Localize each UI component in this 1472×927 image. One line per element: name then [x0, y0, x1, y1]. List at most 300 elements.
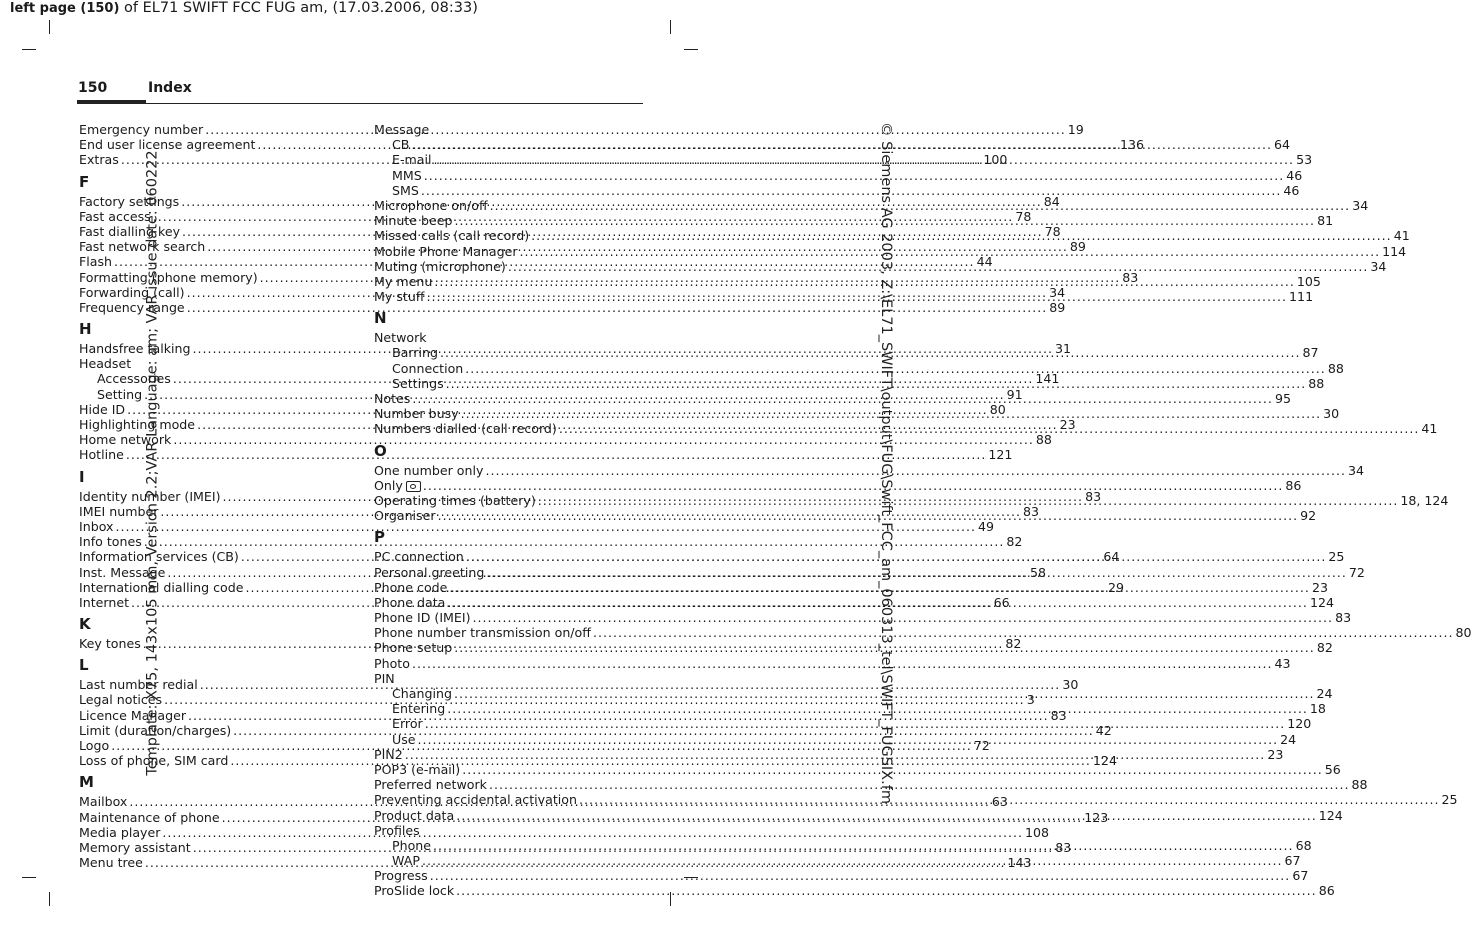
entry-label-text: Inbox: [79, 518, 114, 534]
entry-label-text: Home network: [79, 432, 172, 448]
entry-label: [374, 671, 395, 686]
index-letter-heading: P: [374, 528, 385, 547]
entry-page-number: 42: [1095, 722, 1112, 738]
entry-page-number: 80: [1455, 625, 1472, 641]
entry-page-number: 124: [1309, 594, 1334, 610]
entry-label-text: PIN: [374, 670, 395, 686]
dot-leader: [454, 640, 1315, 655]
entry-label: [374, 493, 536, 508]
entry-label-text: PC connection: [374, 549, 464, 565]
entry-page-number: 120: [1287, 716, 1312, 732]
entry-label-text: Loss of phone, SIM card: [79, 753, 229, 769]
entry-page-number: 19: [1067, 122, 1084, 137]
entry-label: [79, 692, 162, 707]
entry-label: [79, 723, 231, 738]
entry-label: [79, 224, 180, 239]
entry-label-text: Mailbox: [79, 794, 128, 810]
entry-page-number: 143: [1007, 855, 1032, 871]
entry-label: [374, 625, 591, 640]
index-entry: [374, 655, 1291, 671]
entry-label-text: One number only: [374, 462, 484, 478]
entry-label-text: Licence Manager: [79, 707, 187, 723]
entry-label: [374, 421, 557, 436]
entry-label: [392, 838, 431, 853]
entry-label-text: Formatting (phone memory): [79, 269, 258, 285]
copyright-path-vertical: © Siemens AG 2003, Z:\EL71_SWIFT\output\FUG\Swift_FCC_am_060313_tel\SWIFT_FUGSIX.fm: [877, 122, 894, 804]
entry-label: [79, 270, 258, 285]
entry-label: [79, 432, 171, 447]
crop-mark: [670, 20, 671, 34]
dot-leader: [446, 376, 1307, 391]
entry-label: [374, 610, 471, 625]
entry-label-text: Last number redial: [79, 677, 198, 693]
entry-label-text: Error: [392, 716, 423, 732]
crop-mark: [22, 877, 36, 878]
entry-label: [79, 356, 131, 371]
entry-label: [374, 883, 454, 898]
index-entry: [374, 462, 1365, 478]
entry-label: [392, 361, 463, 376]
index-entry: [79, 432, 1052, 448]
entry-page-number: 87: [1302, 345, 1319, 361]
entry-page-number: 78: [1044, 223, 1061, 239]
entry-page-number: 43: [1274, 655, 1291, 671]
entry-page-number: 34: [1370, 258, 1387, 274]
entry-label: [392, 732, 416, 747]
entry-label-text: Profiles: [374, 822, 420, 838]
entry-label-text: Internet: [79, 594, 130, 610]
entry-label-text: Operating times (battery): [374, 492, 536, 508]
entry-label-text: Maintenance of phone: [79, 809, 220, 825]
entry-label: [392, 345, 438, 360]
entry-label-text: Handsfree talking: [79, 341, 191, 357]
entry-label-text: Highlighting mode: [79, 417, 196, 432]
entry-page-number: 82: [1005, 636, 1022, 652]
entry-page-number: 3: [1026, 692, 1035, 708]
entry-page-number: 83: [1055, 839, 1072, 855]
entry-label: [374, 228, 529, 243]
index-entry: [374, 477, 1302, 493]
entry-label-text: Frequency range: [79, 299, 185, 315]
entry-label-text: Emergency number: [79, 122, 204, 137]
dot-leader: [531, 228, 1392, 243]
entry-page-number: 83: [1335, 610, 1352, 626]
entry-page-number: 78: [1015, 208, 1032, 224]
entry-label-text: Phone code: [374, 579, 448, 595]
entry-label-text: Phone ID (IMEI): [374, 610, 471, 626]
entry-label-text: Mobile Phone Manager: [374, 243, 518, 259]
entry-label: [374, 747, 403, 762]
entry-page-number: 34: [1352, 197, 1369, 213]
dot-leader: [486, 565, 1347, 580]
dot-leader: [593, 625, 1454, 640]
index-entry: [374, 883, 1335, 899]
dot-leader: [520, 244, 1381, 259]
entry-label-text: Microphone on/off: [374, 197, 488, 213]
entry-label: [79, 209, 151, 224]
entry-page-number: 46: [1286, 167, 1303, 183]
entry-page-number: 49: [978, 518, 995, 534]
entry-label-text: Fast dialling key: [79, 223, 181, 239]
entry-label-text: Changing: [392, 686, 452, 701]
entry-label: [374, 549, 464, 564]
dot-leader: [466, 549, 1327, 564]
dot-leader: [456, 808, 1317, 823]
entry-label: [392, 701, 445, 716]
entry-label: [79, 519, 113, 534]
entry-page-number: 111: [1289, 289, 1314, 305]
entry-page-number: 58: [1029, 564, 1046, 580]
entry-label-text: CB: [392, 137, 410, 153]
page-number: 150: [78, 80, 108, 96]
entry-label: [374, 808, 454, 823]
index-entry: [79, 534, 1023, 550]
entry-label: [79, 300, 185, 315]
index-entry: [374, 777, 1368, 793]
entry-label-text: Accessories: [97, 371, 171, 387]
entry-page-number: 46: [1283, 182, 1300, 198]
crop-mark: [49, 20, 50, 34]
entry-label-text: Extras: [79, 152, 119, 168]
entry-label-text: Muting (microphone): [374, 258, 506, 274]
dot-leader: [449, 580, 1310, 595]
entry-label: [374, 244, 518, 259]
entry-label-text: Barring: [392, 345, 438, 361]
entry-label-text: Entering: [392, 701, 446, 717]
entry-page-number: 23: [1267, 746, 1284, 762]
crop-mark: [22, 49, 36, 50]
entry-label-text: MMS: [392, 167, 422, 183]
dot-leader: [412, 656, 1273, 671]
dot-leader: [425, 716, 1286, 731]
dot-leader: [473, 610, 1334, 625]
entry-label-text: Progress: [374, 868, 428, 884]
entry-label: [374, 122, 429, 137]
entry-label-text: Photo: [374, 655, 410, 671]
entry-label-text: WAP: [392, 853, 420, 869]
entry-label-text: Number busy: [374, 406, 459, 422]
dot-leader: [424, 168, 1285, 183]
entry-page-number: 136: [1119, 137, 1145, 153]
entry-label: [374, 330, 427, 345]
index-letter-heading: I: [79, 467, 85, 486]
header-bar: [77, 100, 146, 104]
crop-mark: [684, 49, 698, 50]
entry-page-number: 89: [1049, 299, 1066, 315]
entry-page-number: 67: [1284, 853, 1301, 869]
entry-label-text: Headset: [79, 356, 132, 372]
index-letter-heading: N: [374, 309, 387, 328]
entry-label: [374, 580, 447, 595]
entry-label: [374, 640, 452, 655]
index-subentry: [374, 167, 1303, 183]
entry-label: [79, 565, 165, 580]
entry-page-number: 53: [1296, 152, 1313, 168]
entry-label: [79, 595, 129, 610]
entry-page-number: 124: [1092, 753, 1117, 769]
entry-label: [79, 825, 160, 840]
entry-label: [97, 371, 171, 386]
entry-label: [374, 792, 577, 807]
entry-label-text: Missed calls (call record): [374, 228, 530, 244]
entry-page-number: 25: [1328, 549, 1345, 565]
entry-label-text: Notes: [374, 391, 411, 406]
entry-label: [374, 595, 445, 610]
dot-leader: [434, 274, 1295, 289]
entry-label: [97, 387, 142, 402]
dot-leader: [465, 361, 1326, 376]
entry-label-text: Inst. Message: [79, 564, 166, 580]
entry-page-number: 23: [1059, 417, 1076, 432]
entry-page-number: 88: [1327, 360, 1344, 376]
entry-label-text: Hide ID: [79, 401, 126, 417]
entry-label-text: Media player: [79, 824, 161, 840]
entry-page-number: 30: [1062, 677, 1079, 693]
dot-leader: [508, 259, 1369, 274]
dot-leader: [559, 421, 1420, 436]
entry-label: [79, 810, 220, 825]
dot-leader: [447, 595, 1308, 610]
index-entry: [79, 299, 1066, 315]
entry-label-text: Menu tree: [79, 855, 143, 871]
entry-label: [374, 823, 420, 838]
entry-page-number: 105: [1296, 273, 1321, 289]
entry-label-text: Identity number (IMEI): [79, 488, 221, 504]
entry-label-text: PIN2: [374, 746, 403, 762]
entry-label-text: Network: [374, 330, 427, 346]
entry-page-number: 25: [1441, 792, 1458, 808]
entry-page-number: 83: [1122, 269, 1139, 285]
dot-leader: [434, 152, 1295, 167]
dot-leader: [433, 838, 1294, 853]
dot-leader: [447, 701, 1308, 716]
dot-leader: [485, 463, 1346, 478]
phonebook-icon: [406, 481, 421, 492]
index-subentry: [374, 360, 1344, 376]
dot-leader: [423, 478, 1284, 493]
entry-label: [79, 285, 185, 300]
entry-label-text: Only: [374, 477, 403, 493]
entry-label: [79, 580, 243, 595]
entry-page-number: 72: [1348, 564, 1365, 580]
entry-page-number: 18, 124: [1400, 492, 1449, 508]
entry-label: [374, 565, 484, 580]
entry-label: [79, 753, 228, 768]
entry-label: [392, 183, 419, 198]
entry-label: [374, 406, 459, 421]
entry-label: [79, 636, 141, 651]
entry-label-text: Product data: [374, 807, 455, 823]
template-info-vertical: Template: X75, 143x105 mm, Version 2.2;VAR Language: am; VAR issue date: 060222: [144, 150, 161, 776]
entry-label: [79, 417, 195, 432]
entry-label-text: Numbers dialled (call record): [374, 421, 557, 437]
dot-leader: [456, 883, 1317, 898]
index-entry: [374, 671, 640, 686]
entry-page-number: 88: [1308, 375, 1325, 391]
entry-page-number: 72: [973, 738, 990, 753]
file-info-rest: of EL71 SWIFT FCC FUG am, (17.03.2006, 08:33): [119, 0, 478, 16]
entry-page-number: 84: [1043, 193, 1060, 209]
entry-label-text: E-mail: [392, 152, 432, 168]
entry-page-number: 82: [1316, 640, 1333, 656]
entry-label-text: Information services (CB): [79, 549, 239, 565]
entry-label: [79, 137, 255, 152]
entry-label: [374, 289, 424, 304]
dot-leader: [538, 493, 1399, 508]
index-entry: [374, 823, 640, 838]
entry-label: [374, 777, 487, 792]
dot-leader: [454, 686, 1315, 701]
entry-label-text: Factory settings: [79, 193, 180, 209]
entry-page-number: 88: [1351, 777, 1368, 793]
entry-page-number: 30: [1323, 406, 1340, 422]
entry-page-number: 66: [993, 594, 1010, 610]
index-entry: [374, 625, 1472, 641]
entry-label-text: Limit (duration/charges): [79, 722, 232, 738]
dot-leader: [438, 508, 1299, 523]
entry-label-text: IMEI number: [79, 503, 159, 519]
entry-label: [79, 794, 127, 809]
entry-label: [392, 853, 420, 868]
entry-label: [374, 868, 428, 883]
entry-label-text: Phone: [392, 837, 432, 853]
entry-page-number: 63: [991, 794, 1008, 810]
dot-leader: [440, 345, 1301, 360]
dot-leader: [462, 762, 1323, 777]
entry-page-number: 89: [1069, 239, 1086, 255]
entry-label-text: Settings: [392, 375, 444, 391]
page-title: Index: [148, 80, 192, 96]
entry-label: [79, 489, 221, 504]
index-entry: [79, 447, 1013, 463]
entry-page-number: 24: [1316, 686, 1333, 701]
entry-label-text: Connection: [392, 360, 464, 376]
entry-label: [392, 168, 422, 183]
entry-label-text: Phone setup: [374, 640, 453, 656]
entry-page-number: 141: [1035, 371, 1060, 387]
entry-label: [374, 391, 410, 406]
entry-label-text: Minute beep: [374, 213, 453, 229]
entry-label: [374, 508, 436, 523]
entry-label-text: ProSlide lock: [374, 883, 455, 899]
entry-label: [79, 504, 158, 519]
entry-label: [374, 274, 432, 289]
entry-label: [392, 376, 444, 391]
entry-label: [374, 656, 410, 671]
entry-page-number: 86: [1285, 477, 1302, 493]
entry-label: [79, 122, 203, 137]
entry-label-text: POP3 (e-mail): [374, 761, 461, 777]
header-rule: [146, 103, 643, 104]
entry-label: [79, 341, 190, 356]
entry-label-text: Phone number transmission on/off: [374, 625, 591, 641]
entry-label-text: Preferred network: [374, 777, 487, 793]
index-letter-heading: M: [79, 773, 94, 792]
entry-page-number: 83: [1022, 503, 1039, 519]
entry-page-number: 82: [1006, 534, 1023, 550]
entry-page-number: 83: [1050, 707, 1067, 723]
entry-label: [79, 447, 124, 462]
entry-label-text: Flash: [79, 254, 113, 270]
index-letter-heading: K: [79, 615, 91, 634]
entry-page-number: 95: [1274, 391, 1291, 406]
entry-label-text: End user license agreement: [79, 137, 256, 153]
entry-page-number: 124: [1318, 807, 1343, 823]
index-entry: [79, 518, 995, 534]
entry-label-text: My stuff: [374, 289, 425, 305]
index-entry: [374, 330, 640, 345]
entry-label: [374, 762, 460, 777]
entry-label: [79, 738, 109, 753]
entry-page-number: 41: [1393, 228, 1410, 244]
entry-page-number: 92: [1300, 508, 1317, 524]
entry-page-number: 67: [1292, 868, 1309, 884]
entry-label-text: My menu: [374, 273, 433, 289]
entry-page-number: 41: [1421, 421, 1438, 437]
entry-label: [374, 259, 506, 274]
dot-leader: [426, 289, 1287, 304]
entry-page-number: 23: [1311, 579, 1328, 595]
entry-label: [79, 254, 112, 269]
dot-leader: [430, 868, 1291, 883]
entry-page-number: 80: [989, 401, 1006, 417]
file-info-line: [10, 0, 478, 16]
entry-label: [79, 239, 205, 254]
entry-label-text: Use: [392, 731, 416, 747]
entry-page-number: 108: [1024, 824, 1050, 840]
entry-label: [392, 716, 423, 731]
dot-leader: [579, 792, 1440, 810]
dot-leader: [461, 406, 1322, 421]
entry-label-text: Organiser: [374, 508, 436, 524]
index-letter-heading: O: [374, 441, 387, 460]
entry-label: [392, 686, 452, 701]
dot-leader: [422, 853, 1283, 871]
dot-leader: [412, 391, 1273, 406]
entry-page-number: 18: [1309, 701, 1326, 717]
index-subentry: [374, 686, 1333, 701]
index-letter-heading: H: [79, 320, 92, 339]
entry-page-number: 88: [1035, 432, 1052, 448]
crop-mark: [49, 892, 50, 906]
index-letter-heading: F: [79, 172, 90, 191]
entry-label-text: Setting: [97, 386, 143, 402]
entry-page-number: 29: [1108, 579, 1125, 595]
entry-page-number: 123: [1084, 809, 1109, 825]
entry-page-number: 31: [1055, 341, 1072, 357]
entry-label-text: Forwarding (call): [79, 284, 185, 300]
entry-label: [79, 855, 143, 870]
entry-page-number: 83: [1085, 488, 1102, 504]
dot-leader: [421, 183, 1282, 198]
index-entry: [374, 610, 1352, 626]
entry-label: [79, 708, 186, 723]
entry-label-text: Legal notices: [79, 692, 163, 708]
index-entry: [374, 122, 640, 137]
entry-label-text: Fast network search: [79, 239, 206, 255]
entry-label: [374, 213, 453, 228]
index-subentry: [374, 182, 1300, 198]
entry-label: [79, 840, 191, 855]
entry-label-text: Message: [374, 122, 430, 137]
dot-leader: [489, 777, 1350, 792]
dot-leader: [490, 198, 1351, 213]
entry-page-number: 56: [1324, 761, 1341, 777]
entry-page-number: 64: [1103, 549, 1120, 565]
entry-page-number: 68: [1295, 837, 1312, 853]
entry-page-number: 24: [1280, 731, 1297, 747]
entry-label: [79, 194, 179, 209]
